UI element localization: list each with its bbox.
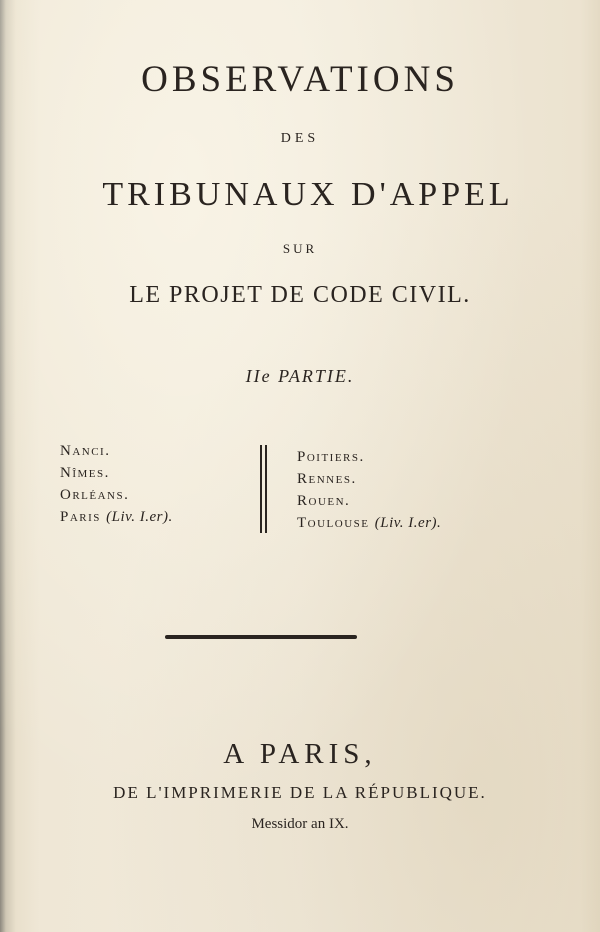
tribunal-list-right [297,446,441,534]
column-divider-left [260,445,262,533]
title-observations: OBSERVATIONS [141,59,459,100]
tribunal-note: (Liv. I.er). [106,509,173,525]
imprint-printer: DE L'IMPRIMERIE DE LA RÉPUBLIQUE. [113,783,487,802]
horizontal-rule [165,635,357,639]
tribunal-item: Poitiers. [297,449,365,465]
imprint-city: A PARIS, [223,738,377,770]
title-projet: LE PROJET DE CODE CIVIL. [129,282,471,308]
tribunal-item: Nîmes. [60,465,110,481]
imprint-date: Messidor an IX. [251,816,349,832]
tribunal-item: Rennes. [297,471,357,487]
tribunal-note: (Liv. I.er). [374,515,442,531]
title-tribunaux: TRIBUNAUX D'APPEL [102,176,514,213]
column-divider-right [265,445,267,533]
tribunal-item: Toulouse (Liv. I.er). [297,515,442,531]
part-label: IIe PARTIE. [245,366,355,386]
tribunal-item: Nanci. [60,443,111,459]
title-sur: SUR [282,241,318,256]
title-des: DES [280,131,320,146]
tribunal-item: Paris (Liv. I.er). [60,509,173,525]
tribunal-item: Rouen. [297,493,351,509]
tribunal-item: Orléans. [60,487,130,503]
tribunal-list-left [60,440,173,528]
